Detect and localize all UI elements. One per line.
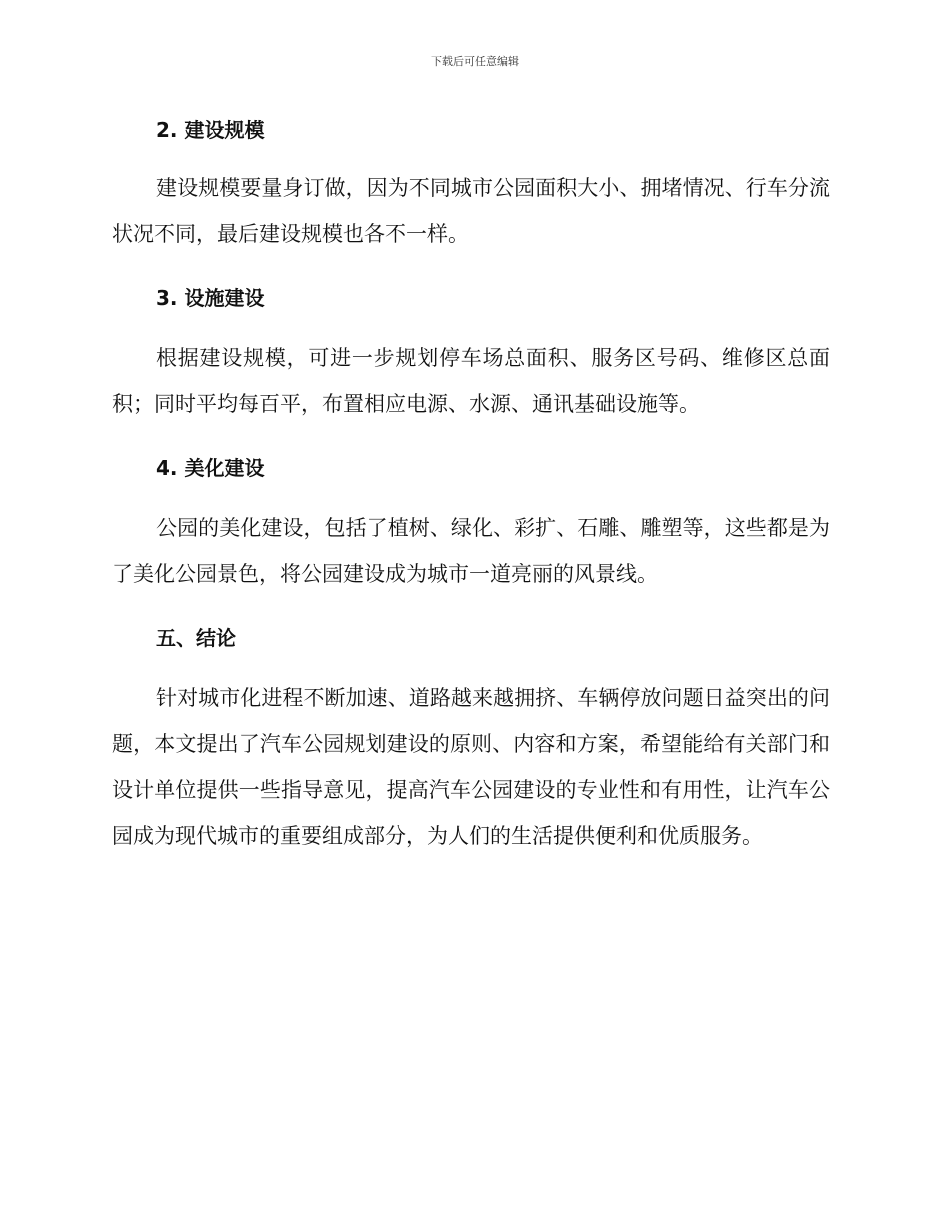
paragraph-facility-construction: 根据建设规模，可进一步规划停车场总面积、服务区号码、维修区总面积；同时平均每百平，布置相应电源、水源、通讯基础设施等。: [112, 346, 830, 416]
page-header-note: 下载后可任意编辑: [431, 55, 519, 68]
paragraph-construction-scale: 建设规模要量身订做，因为不同城市公园面积大小、拥堵情况、行车分流状况不同，最后建设规模也各不一样。: [112, 176, 830, 246]
paragraph-beautification: 公园的美化建设，包括了植树、绿化、彩扩、石雕、雕塑等，这些都是为了美化公园景色，将公园建设成为城市一道亮丽的风景线。: [112, 516, 830, 586]
document-body: [112, 110, 830, 859]
section-heading-conclusion: 五、结论: [156, 626, 236, 650]
section-heading-beautification: 4. 美化建设: [156, 456, 265, 480]
section-heading-facility-construction: 3. 设施建设: [156, 286, 265, 310]
section-heading-construction-scale: 2. 建设规模: [156, 118, 265, 142]
paragraph-conclusion: 针对城市化进程不断加速、道路越来越拥挤、车辆停放问题日益突出的问题，本文提出了汽车公园规划建设的原则、内容和方案，希望能给有关部门和设计单位提供一些指导意见，提高汽车公园建设的专业性和有用性，让汽车公园成为现代城市的重要组成部分，为人们的生活提供便利和优质服务。: [112, 686, 830, 848]
